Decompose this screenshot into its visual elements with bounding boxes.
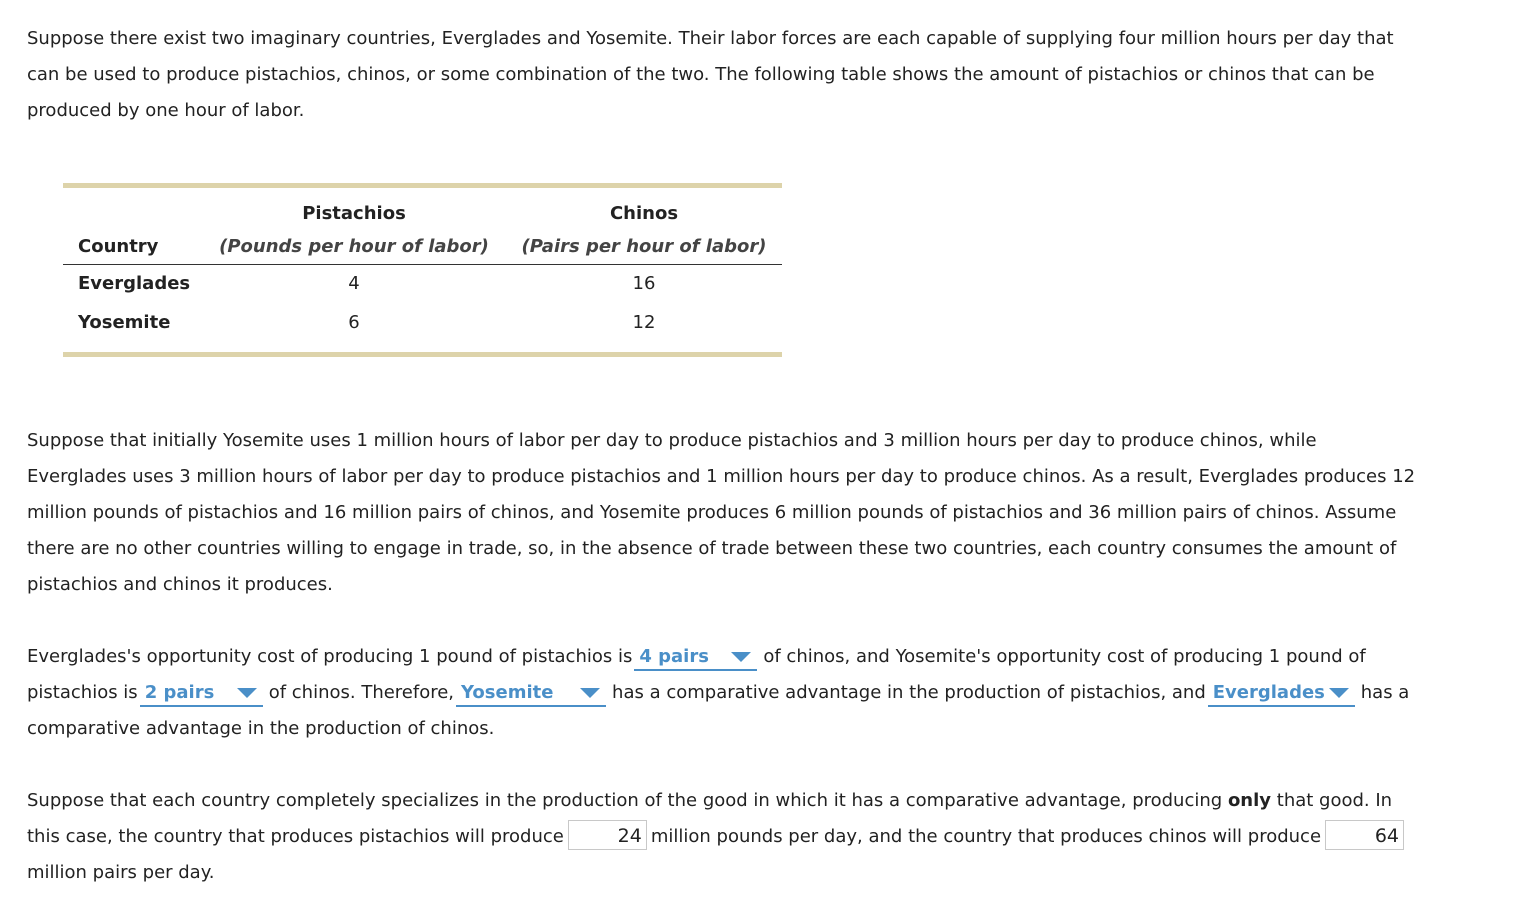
question-text: million pounds per day, and the country that produces chinos will produce [650, 826, 1322, 847]
table-bottom-rule [63, 352, 782, 357]
emphasis-only: only [1227, 790, 1272, 811]
chinos-advantage-dropdown[interactable] [1208, 681, 1355, 707]
yosemite-opportunity-cost-dropdown[interactable] [140, 681, 263, 707]
intro-paragraph: Suppose there exist two imaginary countries, Everglades and Yosemite. Their labor forces are each capable of supplying four million hours per day that can be used to produce pistachios, chinos, or some combination of the two. The following table shows the amount of pistachios or chinos that can be produced by one hour of labor. [27, 28, 1394, 121]
opportunity-cost-question [27, 639, 1417, 747]
question-text: has a comparative advantage in the production of chinos. [27, 682, 1410, 739]
caret-down-icon [580, 688, 600, 698]
caret-down-icon [1329, 688, 1349, 698]
table-header-rule [63, 264, 782, 265]
row-chinos-value: 12 [632, 312, 656, 333]
question-text: Everglades's opportunity cost of producing 1 pound of pistachios is [27, 646, 633, 667]
row-country: Yosemite [78, 312, 171, 333]
production-table [63, 183, 782, 357]
scenario-paragraph: Suppose that initially Yosemite uses 1 million hours of labor per day to produce pistachios and 3 million hours per day to produce chinos, while Everglades uses 3 million hours of labor per day to produce pistachios and 1 million hours per day to produce chinos. As a result, Everglades produces 12 million pounds of pistachios and 16 million pairs of chinos, and Yosemite produces 6 million pounds of pistachios and 36 million pairs of chinos. Assume there are no other countries willing to engage in trade, so, in the absence of trade between these two countries, each country consumes the amount of pistachios and chinos it produces. [27, 430, 1416, 595]
header-chinos: Chinos [609, 203, 679, 224]
caret-down-icon [731, 652, 751, 662]
specialization-question [27, 783, 1417, 891]
chinos-output-input[interactable]: 64 [1325, 820, 1404, 850]
dropdown-value: 2 pairs [144, 682, 215, 703]
question-text: has a comparative advantage in the production of pistachios, and [612, 682, 1206, 703]
header-pistachios-unit: (Pounds per hour of labor) [219, 236, 489, 257]
table-top-rule [63, 183, 782, 188]
row-chinos-value: 16 [632, 273, 656, 294]
dropdown-value: 4 pairs [639, 646, 709, 667]
pistachios-output-input[interactable]: 24 [568, 820, 647, 850]
header-chinos-unit: (Pairs per hour of labor) [521, 236, 767, 257]
question-text: of chinos. Therefore, [268, 682, 455, 703]
dropdown-value: Yosemite [461, 682, 554, 703]
question-text: million pairs per day. [27, 862, 215, 883]
question-text: of chinos, and Yosemite's opportunity cost of producing 1 pound of pistachios is [27, 646, 1366, 703]
header-country: Country [78, 236, 159, 257]
header-pistachios: Pistachios [302, 203, 406, 224]
row-pistachios-value: 6 [348, 312, 360, 333]
row-country: Everglades [78, 273, 191, 294]
question-text: Suppose that each country completely specializes in the production of the good in which it has a comparative advantage, producing [27, 790, 1223, 811]
caret-down-icon [237, 688, 257, 698]
pistachios-advantage-dropdown[interactable] [456, 681, 606, 707]
dropdown-value: Everglades [1212, 682, 1325, 703]
question-text: that good. In this case, the country that produces pistachios will produce [27, 790, 1393, 847]
everglades-opportunity-cost-dropdown[interactable] [634, 645, 757, 671]
row-pistachios-value: 4 [348, 273, 360, 294]
